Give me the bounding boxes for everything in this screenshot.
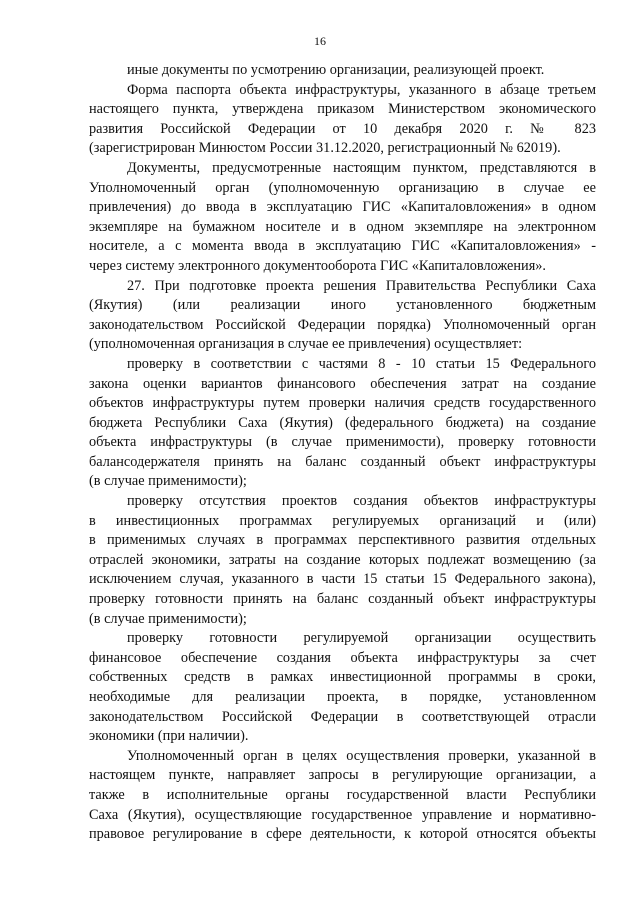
text-line: исключением случая, указанного в части 15 статьи 15 Федерального закона), bbox=[89, 571, 596, 588]
text-line: закона оценки вариантов финансового обеспечения затрат на создание bbox=[89, 375, 596, 392]
paragraph bbox=[89, 81, 596, 159]
paragraph bbox=[89, 747, 596, 845]
text-line: балансодержателя принять на баланс созданный объект инфраструктуры bbox=[89, 453, 596, 470]
text-line: законодательством Российской Федерации порядка) Уполномоченный орган bbox=[89, 316, 596, 333]
text-line: собственных средств в рамках инвестиционной программы в сроки, bbox=[89, 669, 596, 686]
text-line: (в случае применимости); bbox=[89, 473, 247, 490]
text-line: в применимых случаях в программах перспективного развития отдельных bbox=[89, 532, 596, 549]
text-line: проверку отсутствия проектов создания объектов инфраструктуры bbox=[127, 493, 596, 510]
paragraph bbox=[89, 492, 596, 629]
text-line: объектов инфраструктуры путем проверки наличия средств государственного bbox=[89, 395, 596, 412]
document-body bbox=[89, 61, 596, 845]
page-number: 16 bbox=[314, 34, 326, 48]
text-line: финансовое обеспечение создания объекта инфраструктуры за счет bbox=[89, 649, 596, 666]
text-line: также в исполнительные органы государственной власти Республики bbox=[89, 786, 596, 803]
text-line: 27. При подготовке проекта решения Правительства Республики Саха bbox=[127, 277, 596, 294]
paragraph bbox=[89, 61, 596, 81]
text-line: Документы, предусмотренные настоящим пунктом, представляются в bbox=[127, 159, 596, 176]
paragraph bbox=[89, 159, 596, 277]
text-line: правовое регулирование в сфере деятельности, к которой относятся объекты bbox=[89, 826, 596, 843]
text-line: развития Российской Федерации от 10 декабря 2020 г. № 823 bbox=[89, 120, 596, 137]
text-line: носителе, а с момента ввода в эксплуатацию ГИС «Капиталовложения» - bbox=[89, 238, 596, 255]
text-line: настоящем пункте, направляет запросы в регулирующие организации, а bbox=[89, 767, 596, 784]
text-line: иные документы по усмотрению организации, реализующей проект. bbox=[127, 62, 545, 78]
text-line: необходимые для реализации проекта, в порядке, установленном bbox=[89, 689, 596, 705]
text-line: Уполномоченный орган в целях осуществления проверки, указанной в bbox=[127, 747, 596, 764]
text-line: объекта инфраструктуры (в случае применимости), проверку готовности bbox=[89, 434, 596, 451]
text-line: Форма паспорта объекта инфраструктуры, указанного в абзаце третьем bbox=[127, 81, 596, 98]
paragraph bbox=[89, 277, 596, 355]
text-line: в инвестиционных программах регулируемых организаций и (или) bbox=[89, 512, 596, 529]
text-line: проверку готовности принять на баланс созданный объект инфраструктуры bbox=[89, 591, 596, 608]
text-line: законодательством Российской Федерации в соответствующей отрасли bbox=[89, 708, 596, 725]
text-line: Саха (Якутия), осуществляющие государственное управление и нормативно- bbox=[89, 806, 596, 823]
text-line: настоящего пункта, утверждена приказом Министерством экономического bbox=[89, 101, 596, 118]
text-line: экземпляре на бумажном носителе и в одном экземпляре на электронном bbox=[89, 218, 596, 235]
text-line: бюджета Республики Саха (Якутия) (федерального бюджета) на создание bbox=[89, 414, 596, 431]
text-line: Уполномоченный орган (уполномоченную организацию в случае ее bbox=[89, 179, 596, 196]
text-line: (уполномоченная организация в случае ее привлечения) осуществляет: bbox=[89, 336, 523, 353]
text-line: отраслей экономики, затраты на создание которых подлежат возмещению (за bbox=[89, 551, 596, 568]
text-line: проверку готовности регулируемой организации осуществить bbox=[127, 630, 596, 647]
paragraph bbox=[89, 355, 596, 492]
text-line: привлечения) до ввода в эксплуатацию ГИС «Капиталовложения» в одном bbox=[89, 199, 596, 216]
text-line: через систему электронного документооборота ГИС «Капиталовложения». bbox=[89, 257, 547, 274]
paragraph bbox=[89, 629, 596, 747]
text-line: (Якутия) (или реализации иного установленного бюджетным bbox=[89, 297, 596, 314]
text-line: (в случае применимости); bbox=[89, 610, 247, 627]
text-line: (зарегистрирован Минюстом России 31.12.2020, регистрационный № 62019). bbox=[89, 140, 561, 157]
text-line: экономики (при наличии). bbox=[89, 728, 249, 745]
text-line: проверку в соответствии с частями 8 - 10 статьи 15 Федерального bbox=[127, 355, 596, 372]
